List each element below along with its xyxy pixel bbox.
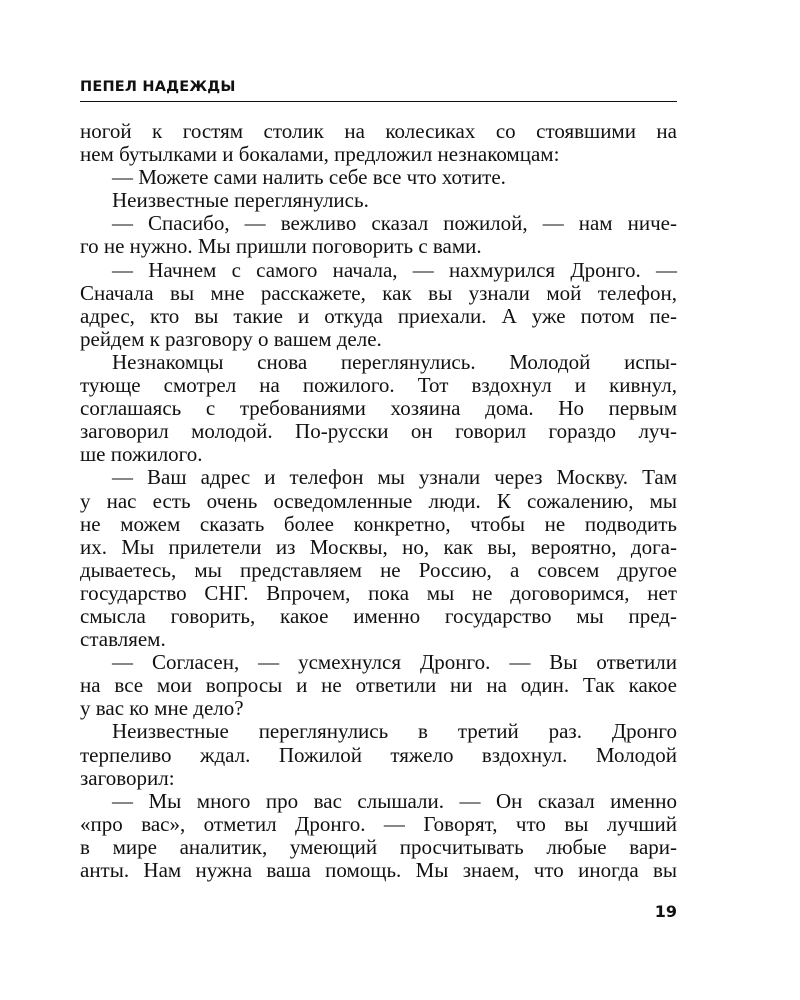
text-line: в мире аналитик, умеющий просчитывать любые вари-	[80, 834, 677, 859]
text-line: смысла говорить, какое именно государство мы пред-	[80, 603, 677, 628]
text-line: «про вас», отметил Дронго. — Говорят, что вы лучший	[80, 811, 677, 836]
text-line: соглашаясь с требованиями хозяина дома. Но первым	[80, 396, 677, 421]
text-line: ставляем.	[80, 627, 166, 652]
running-title: ПЕПЕЛ НАДЕЖДЫ	[80, 79, 236, 95]
text-line: нем бутылками и бокалами, предложил незнакомцам:	[80, 142, 560, 167]
text-line: рейдем к разговору о вашем деле.	[80, 326, 382, 351]
text-line: у нас есть очень осведомленные люди. К сожалению, мы	[80, 488, 677, 513]
text-line: — Можете сами налить себе все что хотите.	[112, 165, 506, 190]
text-line: у вас ко мне дело?	[80, 696, 244, 721]
text-line: заговорил молодой. По-русски он говорил гораздо луч-	[80, 419, 677, 444]
text-line: на все мои вопросы и не ответили ни на один. Так какое	[80, 673, 677, 698]
text-line: анты. Нам нужна ваша помощь. Мы знаем, что иногда вы	[80, 858, 677, 882]
text-line: — Согласен, — усмехнулся Дронго. — Вы ответили	[112, 650, 677, 675]
text-line: их. Мы прилетели из Москвы, но, как вы, вероятно, дога-	[80, 534, 677, 559]
text-line: дываетесь, мы представляем не Россию, а совсем другое	[80, 557, 677, 582]
text-line: — Начнем с самого начала, — нахмурился Дронго. —	[112, 257, 677, 282]
text-line: Неизвестные переглянулись.	[112, 188, 369, 213]
text-line: Незнакомцы снова переглянулись. Молодой испы-	[112, 349, 677, 374]
text-line: го не нужно. Мы пришли поговорить с вами.	[80, 234, 482, 259]
text-line: тующе смотрел на пожилого. Тот вздохнул и кивнул,	[80, 373, 677, 398]
page-number: 19	[654, 902, 677, 921]
text-line: — Ваш адрес и телефон мы узнали через Москву. Там	[112, 465, 677, 490]
text-line: — Мы много про вас слышали. — Он сказал именно	[112, 788, 677, 813]
text-line: ше пожилого.	[80, 442, 203, 467]
text-line: адрес, кто вы такие и откуда приехали. А уже потом пе-	[80, 303, 677, 328]
body-text	[80, 120, 677, 882]
text-line: Сначала вы мне расскажете, как вы узнали мой телефон,	[80, 280, 677, 305]
header-rule	[80, 101, 677, 102]
text-line: ногой к гостям столик на колесиках со стоявшими на	[80, 119, 677, 143]
text-line: терпеливо ждал. Пожилой тяжело вздохнул. Молодой	[80, 742, 677, 767]
text-line: Неизвестные переглянулись в третий раз. Дронго	[112, 719, 677, 744]
text-line: заговорил:	[80, 765, 175, 790]
text-line: государство СНГ. Впрочем, пока мы не договоримся, нет	[80, 580, 677, 605]
text-line: — Спасибо, — вежливо сказал пожилой, — нам ниче-	[112, 211, 677, 236]
text-line: не можем сказать более конкретно, чтобы не подводить	[80, 511, 677, 536]
